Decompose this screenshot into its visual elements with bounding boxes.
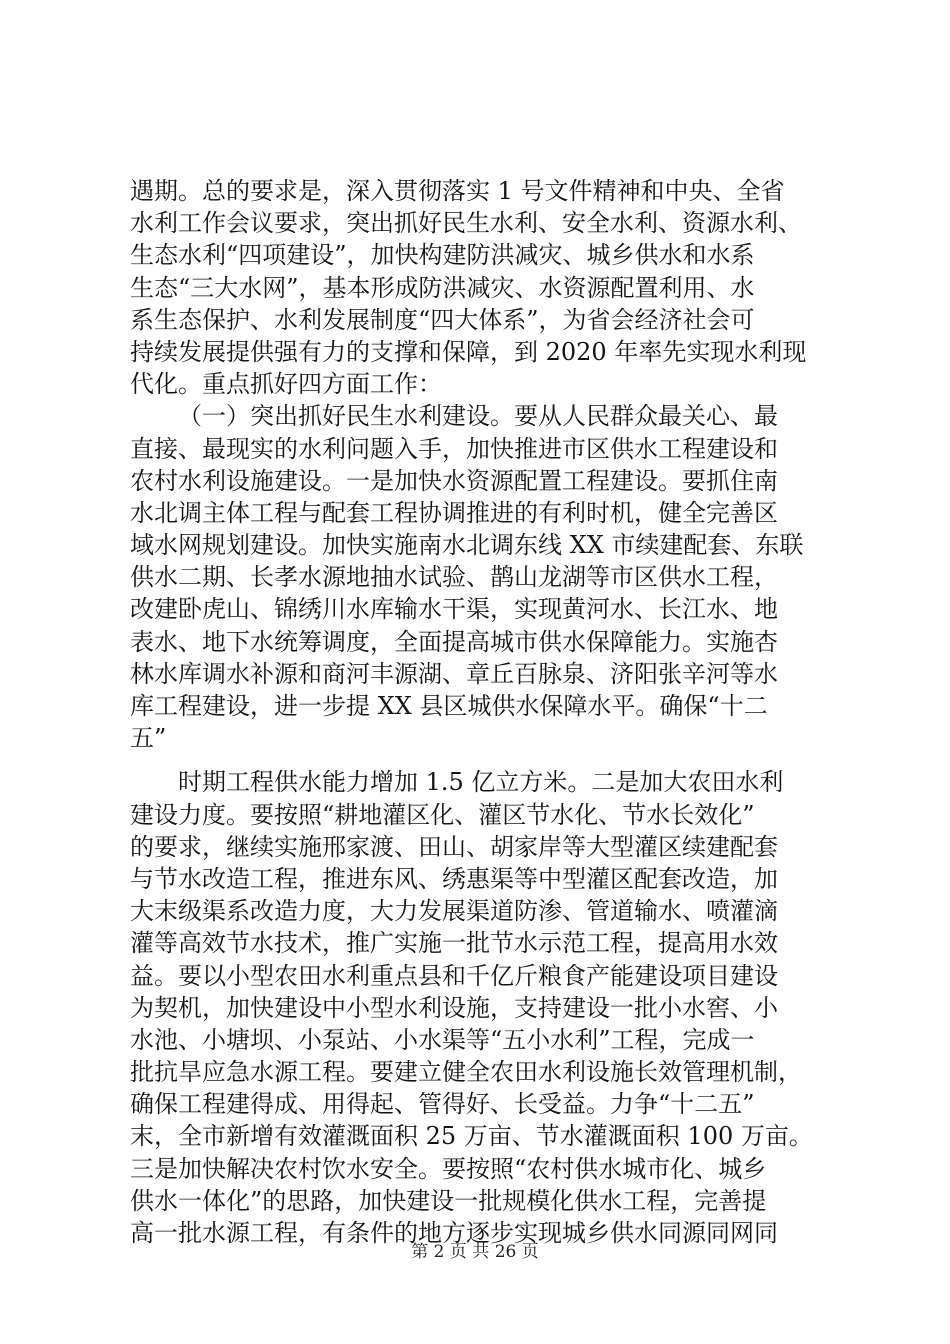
text-line: 高一批水源工程，有条件的地方逐步实现城乡供水同源同网同 <box>130 1219 778 1247</box>
text-line: 生态“三大水网”，基本形成防洪减灾、水资源配置利用、水 <box>130 273 755 302</box>
text-line: 改建卧虎山、锦绣川水库输水干渠，实现黄河水、长江水、地 <box>130 595 778 624</box>
text-line: 与节水改造工程，推进东风、绣惠渠等中型灌区配套改造，加 <box>130 864 778 893</box>
text-line: 库工程建设，进一步提 XX 县区城供水保障水平。确保“十二 <box>130 692 768 720</box>
text-line: 确保工程建得成、用得起、管得好、长受益。力争“十二五” <box>130 1090 755 1119</box>
text-line: 为契机，加快建设中小型水利设施，支持建设一批小水窖、小 <box>130 993 778 1022</box>
text-line: 供水一体化”的思路，加快建设一批规模化供水工程，完善提 <box>130 1186 767 1215</box>
document-body <box>130 175 830 1249</box>
paragraph-start-line: （一）突出抓好民生水利建设。要从人民群众最关心、最 <box>178 402 778 431</box>
page-number-footer: 第 2 页 共 26 页 <box>411 1242 539 1262</box>
text-line: 遇期。总的要求是，深入贯彻落实 1 号文件精神和中央、全省 <box>130 177 785 205</box>
paragraph-start-line: 时期工程供水能力增加 1.5 亿立方米。二是加大农田水利 <box>178 768 784 797</box>
text-line: 表水、地下水统筹调度，全面提高城市供水保障能力。实施杏 <box>130 627 778 656</box>
text-line: 域水网规划建设。加快实施南水北调东线 XX 市续建配套、东联 <box>130 531 804 560</box>
text-line: 批抗旱应急水源工程。要建立健全农田水利设施长效管理机制， <box>130 1058 802 1087</box>
text-line: 水北调主体工程与配套工程协调推进的有利时机，健全完善区 <box>130 498 778 527</box>
text-line: 大末级渠系改造力度，大力发展渠道防渗、管道输水、喷灌滴 <box>130 897 778 926</box>
text-line: 生态水利“四项建设”，加快构建防洪减灾、城乡供水和水系 <box>130 241 755 270</box>
text-line: 持续发展提供强有力的支撑和保障，到 2020 年率先实现水利现 <box>130 337 807 366</box>
text-line: 益。要以小型农田水利重点县和千亿斤粮食产能建设项目建设 <box>130 961 778 990</box>
text-line: 五” <box>130 724 167 753</box>
text-line: 水利工作会议要求，突出抓好民生水利、安全水利、资源水利、 <box>130 209 802 238</box>
text-line: 三是加快解决农村饮水安全。要按照“农村供水城市化、城乡 <box>130 1154 767 1183</box>
text-line: 的要求，继续实施邢家渡、田山、胡家岸等大型灌区续建配套 <box>130 832 778 861</box>
text-line: 直接、最现实的水利问题入手，加快推进市区供水工程建设和 <box>130 434 778 463</box>
text-line: 水池、小塘坝、小泵站、小水渠等“五小水利”工程，完成一 <box>130 1025 755 1054</box>
text-line: 灌等高效节水技术，推广实施一批节水示范工程，提高用水效 <box>130 929 778 958</box>
text-line: 农村水利设施建设。一是加快水资源配置工程建设。要抓住南 <box>130 466 778 495</box>
text-line: 供水二期、长孝水源地抽水试验、鹊山龙湖等市区供水工程， <box>130 563 778 592</box>
text-line: 建设力度。要按照“耕地灌区化、灌区节水化、节水长效化” <box>130 800 755 829</box>
text-line: 系生态保护、水利发展制度“四大体系”，为省会经济社会可 <box>130 305 755 334</box>
text-line: 代化。重点抓好四方面工作： <box>130 370 442 399</box>
text-line: 林水库调水补源和商河丰源湖、章丘百脉泉、济阳张辛河等水 <box>130 659 778 688</box>
text-line: 末，全市新增有效灌溉面积 25 万亩、节水灌溉面积 100 万亩。 <box>130 1122 813 1151</box>
